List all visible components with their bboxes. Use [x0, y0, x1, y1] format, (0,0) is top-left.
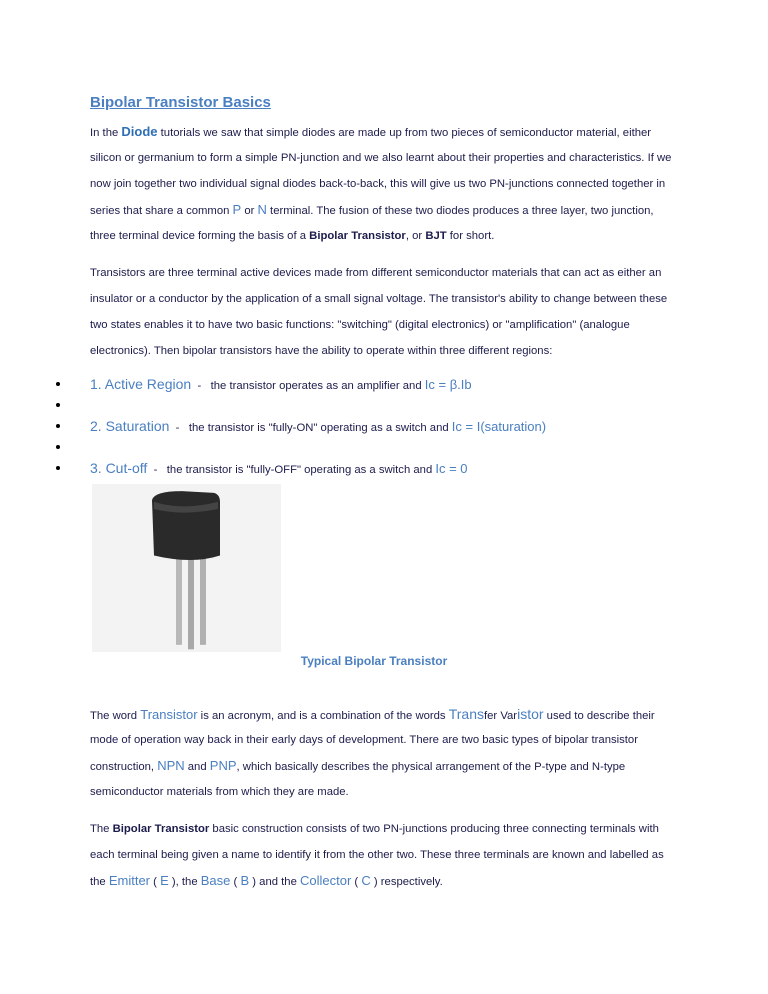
bullet-icon: [56, 466, 60, 470]
text-run: now join together two individual signal diodes back-to-back, this will give us two PN-junctions connected together in: [90, 178, 666, 190]
empty-bullet: [56, 396, 546, 414]
text-run: silicon or germanium to form a simple PN-junction and we also learnt about their properties and characteristics. If we: [90, 152, 672, 164]
text-line: [90, 260, 667, 286]
bullet-icon: [56, 403, 60, 407]
text-line: [90, 119, 671, 145]
text-line: [90, 868, 664, 894]
text-run: The: [90, 823, 113, 835]
region-desc: - the transistor is "fully-ON" operating as a switch and: [169, 422, 452, 434]
text-line: [90, 842, 664, 868]
region-equation: Ic = 0: [435, 461, 468, 476]
text-run: terminal. The fusion of these two diodes produces a three layer, two junction,: [266, 205, 654, 217]
text-line: [90, 197, 671, 223]
text-run: (: [150, 876, 161, 888]
region-desc: - the transistor operates as an amplifier and: [191, 380, 425, 392]
highlighted-term: Base: [200, 873, 231, 888]
page-title: Bipolar Transistor Basics: [90, 94, 271, 111]
text-run: electronics). Then bipolar transistors have the ability to operate within three different regions:: [90, 345, 553, 357]
regions-list: [56, 372, 546, 480]
region-name: 1. Active Region: [90, 376, 192, 392]
highlighted-term: Trans: [448, 706, 484, 722]
text-run: ) respectively.: [370, 876, 443, 888]
region-equation: Ic = β.Ib: [424, 377, 472, 392]
highlighted-term: Diode: [121, 124, 158, 139]
highlighted-term: Transistor: [140, 707, 198, 722]
text-run: each terminal being given a name to identify it from the other two. These three terminals are known and labelled as: [90, 849, 664, 861]
text-run: , which basically describes the physical arrangement of the P-type and N-type: [236, 761, 626, 773]
text-run: basic construction consists of two PN-junctions producing three connecting terminals with: [209, 823, 659, 835]
text-line: [90, 223, 671, 249]
highlighted-term: C: [361, 873, 371, 888]
highlighted-term: NPN: [157, 758, 185, 773]
bullet-icon: [56, 424, 60, 428]
text-run: , or: [405, 230, 426, 242]
highlighted-term: B: [240, 873, 250, 888]
text-line: [90, 753, 655, 779]
text-line: [90, 816, 664, 842]
bullet-icon: [56, 382, 60, 386]
photo-caption: Typical Bipolar Transistor: [300, 654, 448, 668]
region-item: [56, 372, 546, 396]
text-run: (: [351, 876, 362, 888]
highlighted-term: BJT: [425, 230, 447, 242]
text-run: the: [90, 876, 109, 888]
text-run: insulator or a conductor by the application of a small signal voltage. The transistor's ability to change between these: [90, 293, 668, 305]
paragraph: [90, 701, 655, 805]
text-run: three terminal device forming the basis of a: [90, 230, 310, 242]
transistor-photo: [92, 484, 281, 652]
region-equation: Ic = I(saturation): [451, 419, 547, 434]
highlighted-term: PNP: [209, 758, 237, 773]
text-run: two states enables it to have two basic functions: "switching" (digital electronics) or "amplification" (analogue: [90, 319, 630, 331]
text-run: construction,: [90, 761, 158, 773]
text-line: [90, 727, 655, 753]
bullet-icon: [56, 445, 60, 449]
text-run: and: [184, 761, 210, 773]
text-run: tutorials we saw that simple diodes are made up from two pieces of semiconductor material, either: [157, 127, 652, 139]
highlighted-term: N: [257, 202, 267, 217]
text-run: used to describe their: [543, 710, 655, 722]
text-run: for short.: [446, 230, 495, 242]
text-run: semiconductor materials from which they are made.: [90, 786, 349, 798]
region-name: 3. Cut-off: [90, 460, 148, 476]
region-desc: - the transistor is "fully-OFF" operating as a switch and: [147, 464, 436, 476]
highlighted-term: Bipolar Transistor: [112, 823, 210, 835]
highlighted-term: Emitter: [108, 873, 151, 888]
text-line: [90, 338, 667, 364]
highlighted-term: Bipolar Transistor: [309, 230, 406, 242]
text-run: mode of operation way back in their early days of development. There are two basic types of bipolar transistor: [90, 734, 638, 746]
text-line: [90, 145, 671, 171]
text-line: [90, 171, 671, 197]
text-line: [90, 312, 667, 338]
text-line: [90, 701, 655, 727]
text-run: (: [230, 876, 241, 888]
highlighted-term: istor: [517, 706, 544, 722]
text-run: ), the: [168, 876, 201, 888]
text-run: is an acronym, and is a combination of the words: [197, 710, 449, 722]
paragraph: [90, 119, 671, 249]
region-item: [56, 414, 546, 438]
highlighted-term: E: [160, 873, 169, 888]
text-run: The word: [90, 710, 141, 722]
paragraph: [90, 260, 667, 364]
region-name: 2. Saturation: [90, 418, 170, 434]
text-run: or: [241, 205, 258, 217]
text-line: [90, 286, 667, 312]
text-run: ) and the: [249, 876, 300, 888]
empty-bullet: [56, 438, 546, 456]
region-item: [56, 456, 546, 480]
text-run: Transistors are three terminal active devices made from different semiconductor materials that can act as either an: [90, 267, 662, 279]
paragraph: [90, 816, 664, 894]
highlighted-term: P: [232, 202, 242, 217]
text-run: In the: [90, 127, 122, 139]
text-run: fer Var: [484, 710, 518, 722]
text-run: series that share a common: [90, 205, 233, 217]
highlighted-term: Collector: [300, 873, 352, 888]
text-line: [90, 779, 655, 805]
